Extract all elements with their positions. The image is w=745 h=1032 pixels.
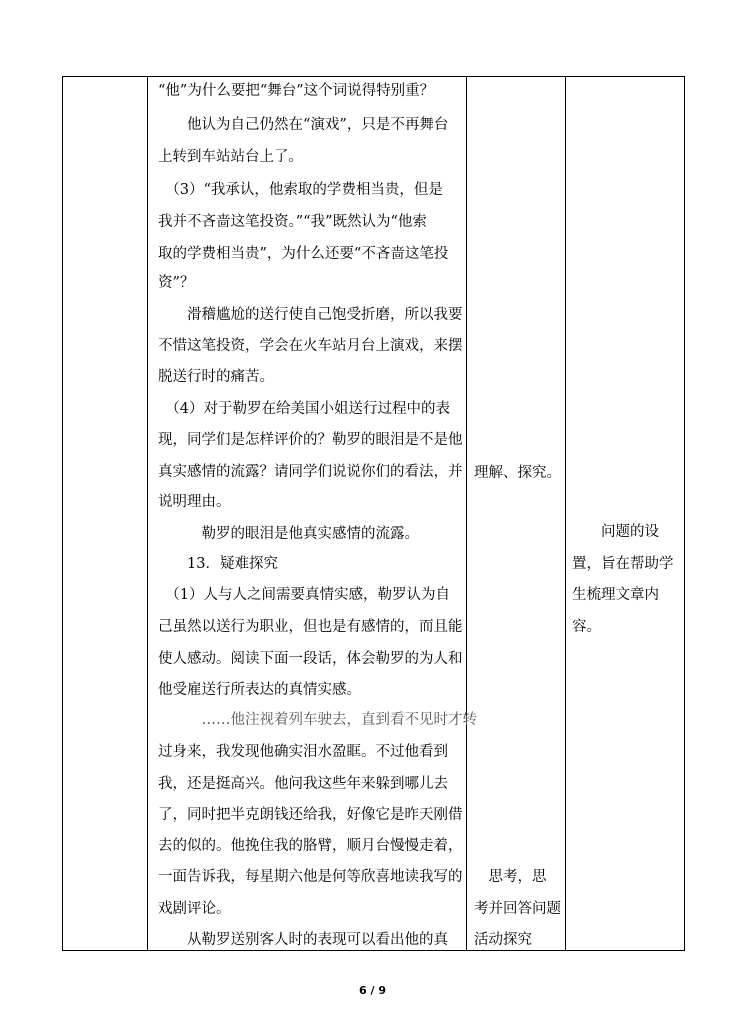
intent-text: 置，旨在帮助学	[572, 556, 674, 572]
content-line: 他受雇送行所表达的真情实感。	[158, 682, 361, 698]
content-line: 滑稽尴尬的送行使自己饱受折磨，所以我要	[158, 307, 463, 323]
content-line: （3）“我承认，他索取的学费相当贵，但是	[158, 182, 443, 198]
lesson-plan-table	[62, 76, 685, 951]
intent-text: 容。	[572, 619, 601, 635]
content-line: 上转到车站站台上了。	[158, 149, 303, 165]
intent-text: 问题的设	[572, 524, 659, 540]
page-number: 6 / 9	[359, 984, 386, 997]
activity-text: 考并回答问题	[474, 901, 561, 917]
content-line: （1）人与人之间需要真情实感，勒罗认为自	[158, 587, 450, 603]
content-line: 我并不吝啬这笔投资。”“我”既然认为“他索	[158, 214, 427, 230]
content-line: 我，还是挺高兴。他问我这些年来躲到哪儿去	[158, 776, 448, 792]
content-line: 勒罗的眼泪是他真实感情的流露。	[158, 526, 419, 542]
content-line: 资”？	[158, 275, 195, 291]
content-line: 脱送行时的痛苦。	[158, 369, 274, 385]
content-line: （4）对于勒罗在给美国小姐送行过程中的表	[158, 401, 450, 417]
content-line: 说明理由。	[158, 494, 231, 510]
content-line: 从勒罗送别客人时的表现可以看出他的真	[158, 932, 448, 948]
teaching-content-cell	[148, 77, 477, 951]
content-line: 己虽然以送行为职业，但也是有感情的，而且能	[158, 619, 463, 635]
content-line: 了，同时把半克朗钱还给我，好像它是昨天刚借	[158, 807, 463, 823]
content-line: 取的学费相当贵”，为什么还要“不吝啬这笔投	[158, 246, 449, 262]
student-activity-cell	[467, 77, 566, 951]
activity-text: 思考，思	[474, 869, 547, 885]
content-line: 现，同学们是怎样评价的？勒罗的眼泪是不是他	[158, 432, 463, 448]
content-line: 戏剧评论。	[158, 901, 231, 917]
content-line: 真实感情的流露？请同学们说说你们的看法，并	[158, 464, 463, 480]
content-line: 过身来，我发现他确实泪水盈眶。不过他看到	[158, 744, 448, 760]
content-line: 去的似的。他挽住我的胳臂，顺月台慢慢走着，	[158, 838, 463, 854]
empty-cell	[63, 77, 148, 951]
content-line: 13．疑难探究	[158, 556, 278, 572]
content-line: 他认为自己仍然在“演戏”，只是不再舞台	[158, 117, 449, 133]
activity-text: 理解、探究。	[474, 465, 561, 481]
design-intent-cell	[566, 77, 685, 951]
quoted-passage-line: ……他注视着列车驶去，直到看不见时才转	[158, 712, 477, 728]
activity-text: 活动探究	[474, 932, 532, 948]
content-line: 一面告诉我，每星期六他是何等欣喜地读我写的	[158, 869, 463, 885]
intent-text: 生梳理文章内	[572, 587, 659, 603]
content-line: 不惜这笔投资，学会在火车站月台上演戏，来摆	[158, 338, 463, 354]
content-line: “他”为什么要把“舞台”这个词说得特别重？	[158, 83, 435, 99]
content-line: 使人感动。阅读下面一段话，体会勒罗的为人和	[158, 651, 463, 667]
